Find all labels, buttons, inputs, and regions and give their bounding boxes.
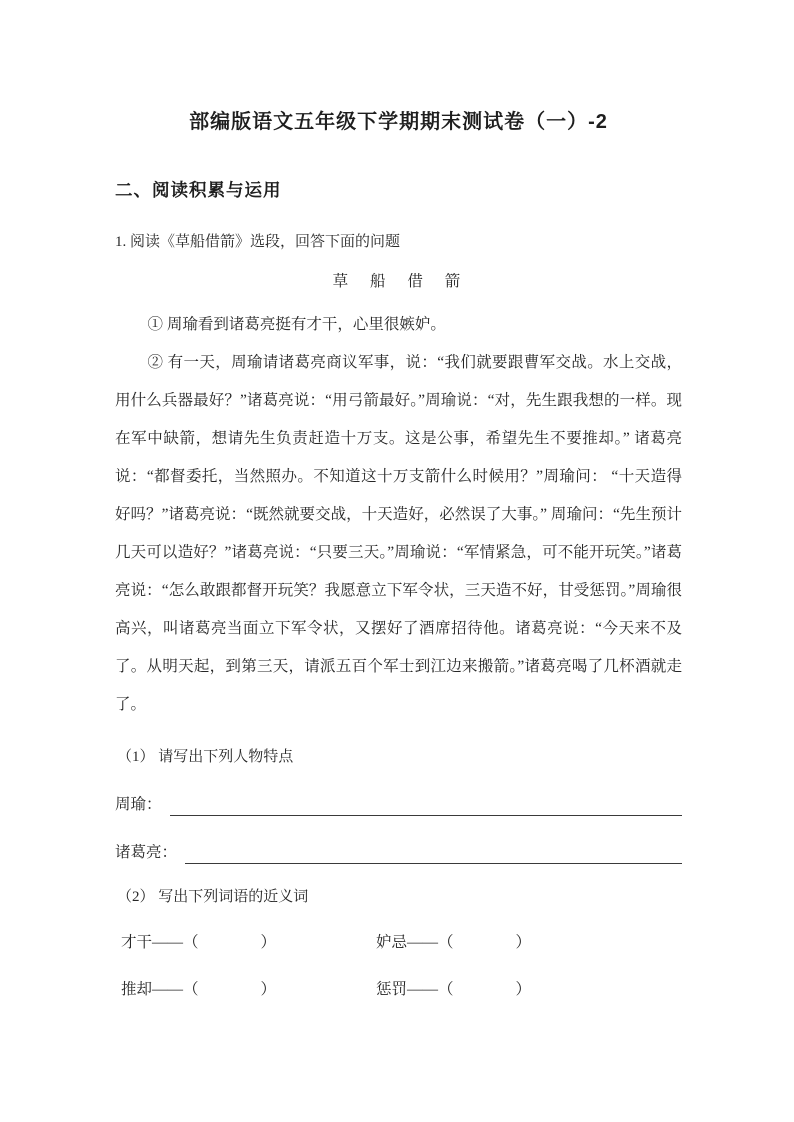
section-heading: 二、阅读积累与运用	[115, 180, 282, 200]
sub-question-2-label: （2） 写出下列词语的近义词	[117, 889, 309, 905]
synonym-item-chengfa	[376, 979, 682, 1001]
synonym-paren-close: ）	[260, 981, 277, 998]
synonym-word: 惩罚	[376, 981, 408, 998]
character-name-label-zhugeliang: 诸葛亮：	[115, 844, 178, 861]
synonym-item-duji	[376, 932, 682, 954]
synonym-item-caigan	[121, 932, 376, 954]
character-blank-row-zhugeliang	[115, 842, 682, 864]
passage-title: 草 船 借 箭	[332, 273, 465, 290]
character-name-label-zhouyu: 周瑜：	[115, 796, 162, 813]
sub-question-1-label: （1） 请写出下列人物特点	[117, 749, 294, 765]
synonym-answer-gap	[199, 946, 261, 947]
document-title: 部编版语文五年级下学期期末测试卷（一）-2	[189, 111, 608, 133]
synonym-paren-close: ）	[515, 934, 532, 951]
synonym-item-tuique	[121, 979, 376, 1001]
synonym-dash-paren-open: ——（	[407, 981, 454, 998]
synonym-dash-paren-open: ——（	[152, 934, 199, 951]
synonym-word: 才干	[121, 934, 153, 951]
answer-blank-line-zhugeliang	[185, 844, 682, 864]
question-1-intro: 1. 阅读《草船借箭》选段，回答下面的问题	[115, 234, 401, 250]
character-blank-row-zhouyu	[115, 794, 682, 816]
synonym-dash-paren-open: ——（	[152, 981, 199, 998]
synonym-dash-paren-open: ——（	[407, 934, 454, 951]
synonym-grid	[121, 932, 682, 1001]
synonym-answer-gap	[454, 946, 516, 947]
passage-paragraph-2: ② 有一天，周瑜请诸葛亮商议军事，说：“我们就要跟曹军交战。水上交战，用什么兵器最好？”诸葛亮说：“用弓箭最好。”周瑜说：“对，先生跟我想的一样。现在军中缺箭，想请先生负责赶造十万支。这是公事，希望先生不要推却。” 诸葛亮说：“都督委托，当然照办。不知道这十万支箭什么时候用？”周瑜问： “十天造得好吗？”诸葛亮说：“既然就要交战，十天造好，必然误了大事。” 周瑜问：“先生预计几天可以造好？”诸葛亮说：“只要三天。”周瑜说：“军情紧急，可不能开玩笑。”诸葛亮说：“怎么敢跟都督开玩笑？我愿意立下军令状，三天造不好，甘受惩罚。”周瑜很高兴，叫诸葛亮当面立下军令状，又摆好了酒席招待他。诸葛亮说：“今天来不及了。从明天起，到第三天，请派五百个军士到江边来搬箭。”诸葛亮喝了几杯酒就走了。	[115, 354, 682, 713]
synonym-answer-gap	[454, 993, 516, 994]
synonym-paren-close: ）	[515, 981, 532, 998]
passage-paragraph-1: ① 周瑜看到诸葛亮挺有才干，心里很嫉妒。	[147, 316, 446, 333]
synonym-word: 推却	[121, 981, 153, 998]
synonym-answer-gap	[199, 993, 261, 994]
answer-blank-line-zhouyu	[170, 796, 682, 816]
synonym-word: 妒忌	[376, 934, 408, 951]
synonym-paren-close: ）	[260, 934, 277, 951]
